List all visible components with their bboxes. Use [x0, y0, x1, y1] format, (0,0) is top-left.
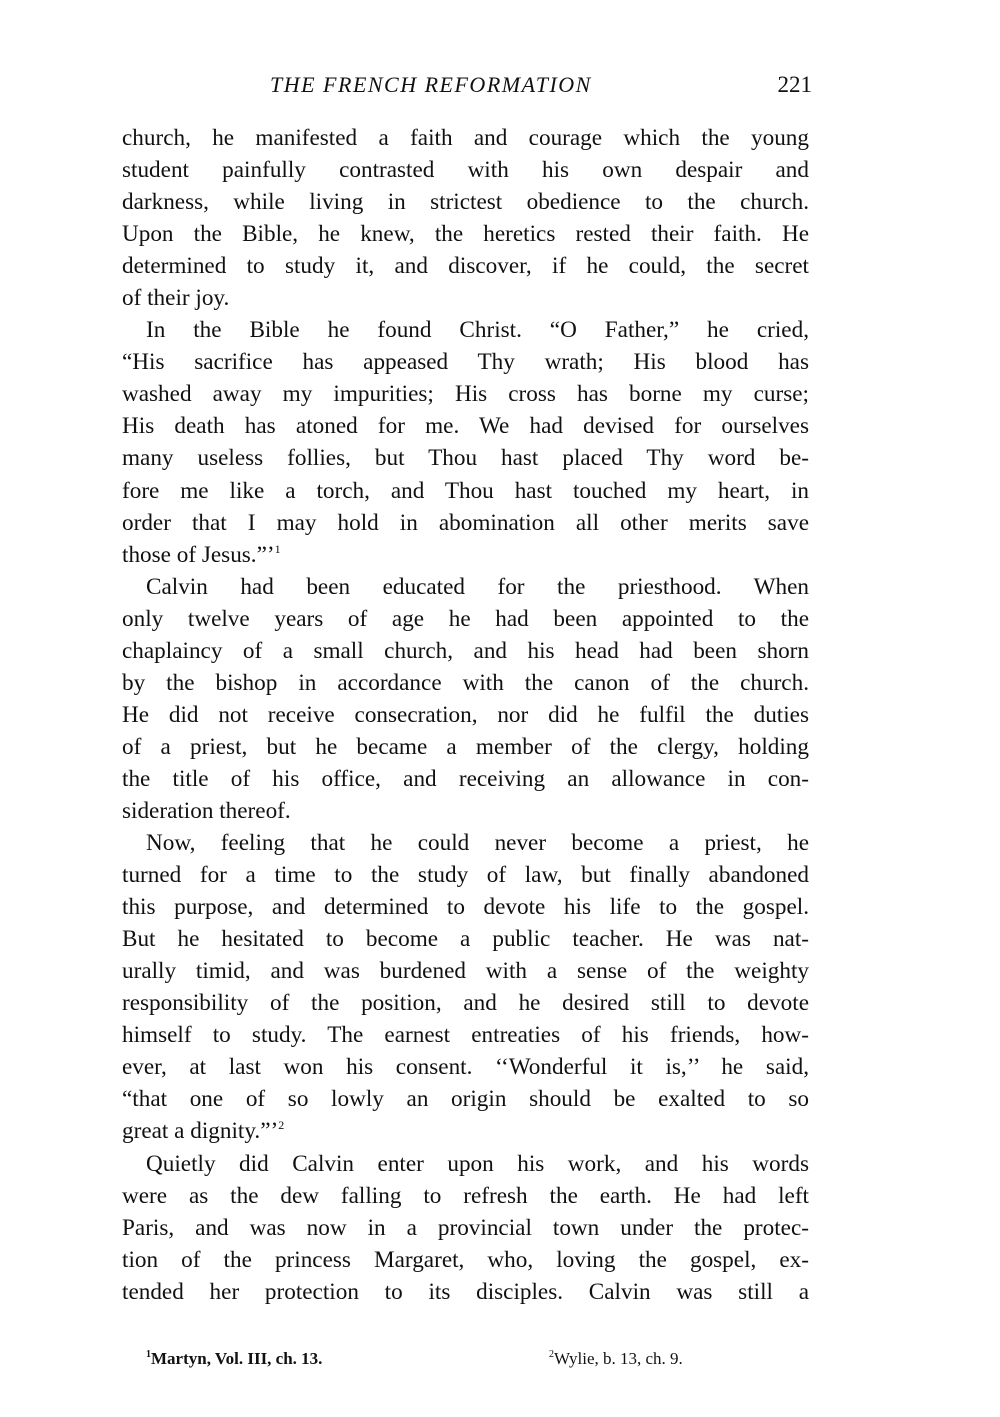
text-line: “His sacrifice has appeased Thy wrath; His blood has: [122, 349, 809, 376]
paragraph: [122, 122, 809, 314]
text-line: tion of the princess Margaret, who, loving the gospel, ex-: [122, 1246, 809, 1273]
text-line: church, he manifested a faith and courage which the young: [122, 125, 809, 151]
text-line-content: those of Jesus.”’: [122, 541, 275, 568]
text-line: Quietly did Calvin enter upon his work, and his words: [146, 1150, 809, 1177]
paragraph: [122, 827, 809, 1147]
body-text: [122, 122, 809, 1308]
text-line: Paris, and was now in a provincial town under the protec-: [122, 1214, 809, 1241]
text-line: of a priest, but he became a member of the clergy, holding: [122, 733, 809, 760]
text-line: Upon the Bible, he knew, the heretics rested their faith. He: [122, 221, 809, 248]
text-line: chaplaincy of a small church, and his head had been shorn: [122, 637, 809, 664]
text-line: urally timid, and was burdened with a sense of the weighty: [122, 958, 809, 985]
text-line: of their joy.: [122, 285, 230, 312]
text-line: sideration thereof.: [122, 797, 291, 824]
text-line: tended her protection to its disciples. Calvin was still a: [122, 1278, 809, 1305]
footnote-text: Martyn, Vol. III, ch. 13.: [151, 1349, 323, 1368]
running-head: [122, 68, 812, 102]
text-line: responsibility of the position, and he desired still to devote: [122, 990, 809, 1017]
text-line: this purpose, and determined to devote his life to the gospel.: [122, 894, 809, 921]
footnote-text: Wylie, b. 13, ch. 9.: [554, 1349, 683, 1368]
text-line: “that one of so lowly an origin should be exalted to so: [122, 1086, 809, 1113]
footnote: [146, 1347, 322, 1371]
text-line: were as the dew falling to refresh the earth. He had left: [122, 1182, 809, 1209]
footnote: [549, 1347, 683, 1371]
paragraph: [122, 571, 809, 827]
text-line: In the Bible he found Christ. “O Father,” he cried,: [146, 317, 809, 344]
text-line: darkness, while living in strictest obedience to the church.: [122, 189, 809, 216]
footnote-reference[interactable]: 1: [274, 541, 281, 556]
text-line: the title of his office, and receiving an allowance in con-: [122, 765, 809, 792]
text-line: himself to study. The earnest entreaties of his friends, how-: [122, 1022, 809, 1049]
footnote-reference[interactable]: 2: [278, 1118, 285, 1133]
text-line: His death has atoned for me. We had devised for ourselves: [122, 413, 809, 440]
text-line: student painfully contrasted with his own despair and: [122, 157, 809, 184]
text-line: ever, at last won his consent. ‘‘Wonderful it is,’’ he said,: [122, 1054, 809, 1081]
text-line: order that I may hold in abomination all other merits save: [122, 509, 809, 536]
text-line: determined to study it, and discover, if he could, the secret: [122, 253, 809, 280]
text-line: But he hesitated to become a public teacher. He was nat-: [122, 926, 809, 953]
text-line: fore me like a torch, and Thou hast touched my heart, in: [122, 477, 809, 504]
text-line: He did not receive consecration, nor did he fulfil the duties: [122, 701, 809, 728]
text-line: only twelve years of age he had been appointed to the: [122, 605, 809, 632]
running-title: THE FRENCH REFORMATION: [270, 72, 592, 97]
text-line: many useless follies, but Thou hast placed Thy word be-: [122, 445, 809, 472]
paragraph: [122, 314, 809, 570]
text-line: turned for a time to the study of law, but finally abandoned: [122, 862, 809, 889]
text-line: Now, feeling that he could never become a priest, he: [146, 830, 809, 857]
footnote-mark: 1: [146, 1349, 151, 1360]
text-line: washed away my impurities; His cross has borne my curse;: [122, 381, 809, 408]
page-number: 221: [777, 72, 812, 97]
text-line: [122, 539, 809, 571]
text-line: [122, 1115, 809, 1147]
text-line: Calvin had been educated for the priesthood. When: [146, 573, 809, 600]
text-line-content: great a dignity.”’: [122, 1118, 279, 1145]
footnote-mark: 2: [549, 1349, 554, 1360]
text-line: by the bishop in accordance with the canon of the church.: [122, 669, 809, 696]
paragraph: [122, 1148, 809, 1308]
